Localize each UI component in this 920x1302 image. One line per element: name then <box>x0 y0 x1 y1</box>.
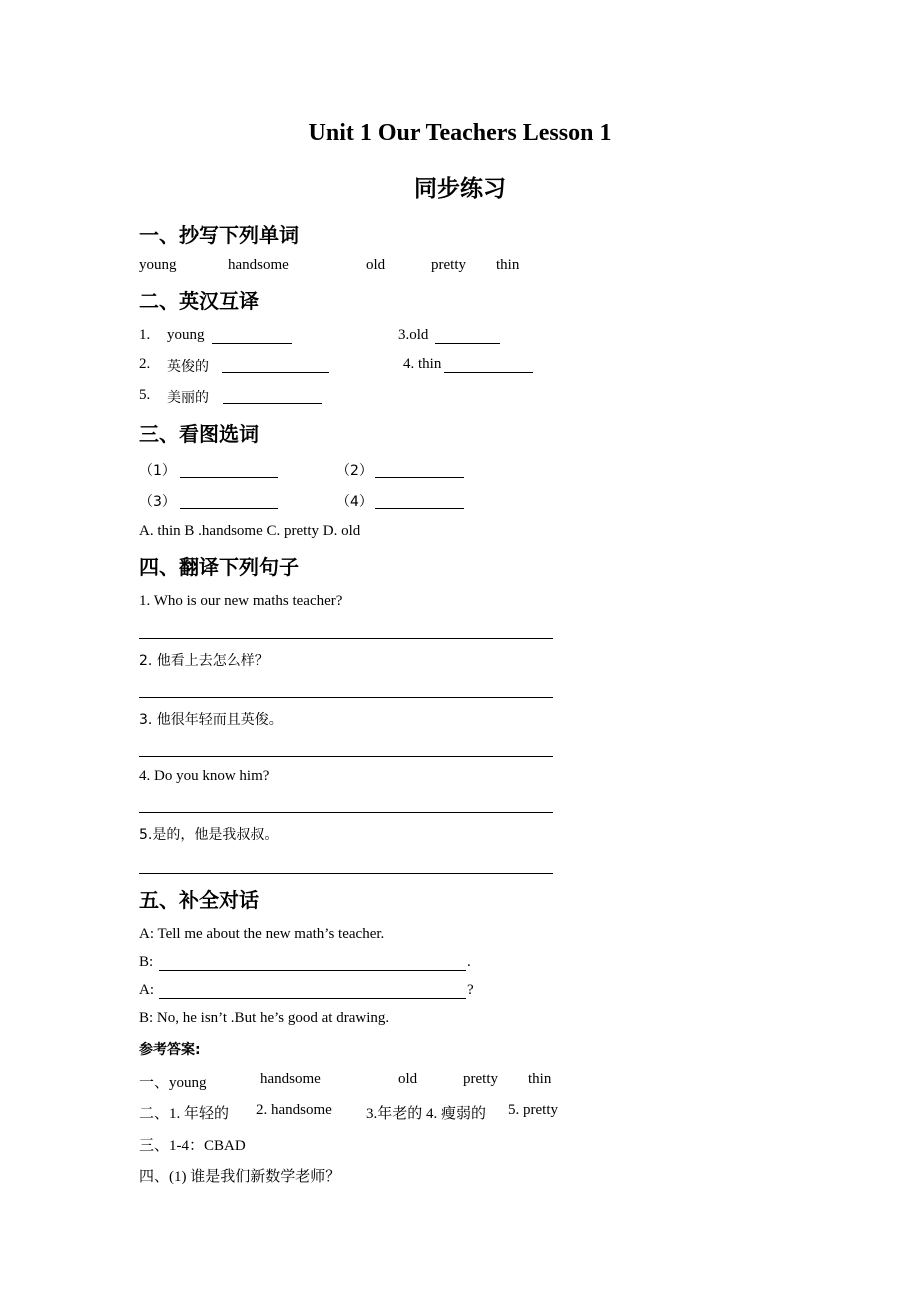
section-5-heading: 五、补全对话 <box>139 888 259 912</box>
pic-item-2: （2） <box>336 463 373 479</box>
dialogue-line-3-speaker: A: <box>139 982 154 998</box>
answer-2-part-2: 2. handsome <box>256 1102 332 1118</box>
pic-options: A. thin B .handsome C. pretty D. old <box>139 523 361 539</box>
pic-blank-3[interactable] <box>180 494 278 509</box>
word-5: thin <box>496 257 520 273</box>
pic-item-3: （3） <box>139 494 176 510</box>
answer-1-word-4: pretty <box>463 1071 498 1087</box>
dialogue-line-2-end: . <box>467 954 471 970</box>
pic-item-1: （1） <box>139 463 176 479</box>
word-3: old <box>366 257 386 273</box>
dialogue-blank-2[interactable] <box>159 984 466 999</box>
answer-line-2[interactable] <box>139 697 553 698</box>
q3-blank[interactable] <box>435 329 500 344</box>
answer-1-word-2: handsome <box>260 1071 321 1087</box>
sentence-1: 1. Who is our new maths teacher? <box>139 593 343 609</box>
q5-word: 美丽的 <box>167 390 209 406</box>
pic-item-4: （4） <box>336 494 373 510</box>
sentence-2: 2. 他看上去怎么样？ <box>139 653 269 669</box>
q4-blank[interactable] <box>444 358 533 373</box>
word-2: handsome <box>228 257 289 273</box>
word-1: young <box>139 257 177 273</box>
sentence-3: 3. 他很年轻而且英俊。 <box>139 712 283 728</box>
answer-1-prefix: 一、young <box>139 1075 207 1091</box>
q2-blank[interactable] <box>222 358 329 373</box>
page-subtitle: 同步练习 <box>414 176 506 202</box>
section-3-heading: 三、看图选词 <box>139 422 259 446</box>
answer-2-part-3: 3.年老的 4. 瘦弱的 <box>366 1106 487 1122</box>
q5-blank[interactable] <box>223 389 322 404</box>
answer-1-word-3: old <box>398 1071 418 1087</box>
answers-heading: 参考答案: <box>139 1042 201 1058</box>
dialogue-line-4: B: No, he isn’t .But he’s good at drawing. <box>139 1010 390 1026</box>
q3-word: 3.old <box>398 327 429 343</box>
dialogue-line-2-speaker: B: <box>139 954 154 970</box>
section-2-heading: 二、英汉互译 <box>139 289 259 313</box>
answer-line-3[interactable] <box>139 756 553 757</box>
section-1-heading: 一、抄写下列单词 <box>139 223 299 247</box>
q1-number: 1. <box>139 327 151 343</box>
answer-3: 三、1-4：CBAD <box>139 1138 246 1154</box>
section-4-heading: 四、翻译下列句子 <box>139 555 299 579</box>
dialogue-line-3-end: ? <box>467 982 474 998</box>
q2-word: 英俊的 <box>167 359 209 375</box>
answer-4: 四、(1) 谁是我们新数学老师？ <box>139 1169 341 1185</box>
answer-1-word-5: thin <box>528 1071 552 1087</box>
word-4: pretty <box>431 257 466 273</box>
page-title: Unit 1 Our Teachers Lesson 1 <box>308 120 612 146</box>
answer-line-5[interactable] <box>139 873 553 874</box>
answer-line-1[interactable] <box>139 638 553 639</box>
pic-blank-4[interactable] <box>375 494 464 509</box>
answer-2-part-1: 二、1. 年轻的 <box>139 1106 230 1122</box>
dialogue-blank-1[interactable] <box>159 956 466 971</box>
q4-word: 4. thin <box>403 356 442 372</box>
q2-number: 2. <box>139 356 151 372</box>
dialogue-line-1: A: Tell me about the new math’s teacher. <box>139 926 385 942</box>
q5-number: 5. <box>139 387 151 403</box>
answer-2-part-4: 5. pretty <box>508 1102 558 1118</box>
answer-line-4[interactable] <box>139 812 553 813</box>
pic-blank-2[interactable] <box>375 463 464 478</box>
sentence-4: 4. Do you know him? <box>139 768 270 784</box>
pic-blank-1[interactable] <box>180 463 278 478</box>
q1-blank[interactable] <box>212 329 292 344</box>
q1-word: young <box>167 327 205 343</box>
sentence-5: 5.是的，他是我叔叔。 <box>139 827 279 843</box>
